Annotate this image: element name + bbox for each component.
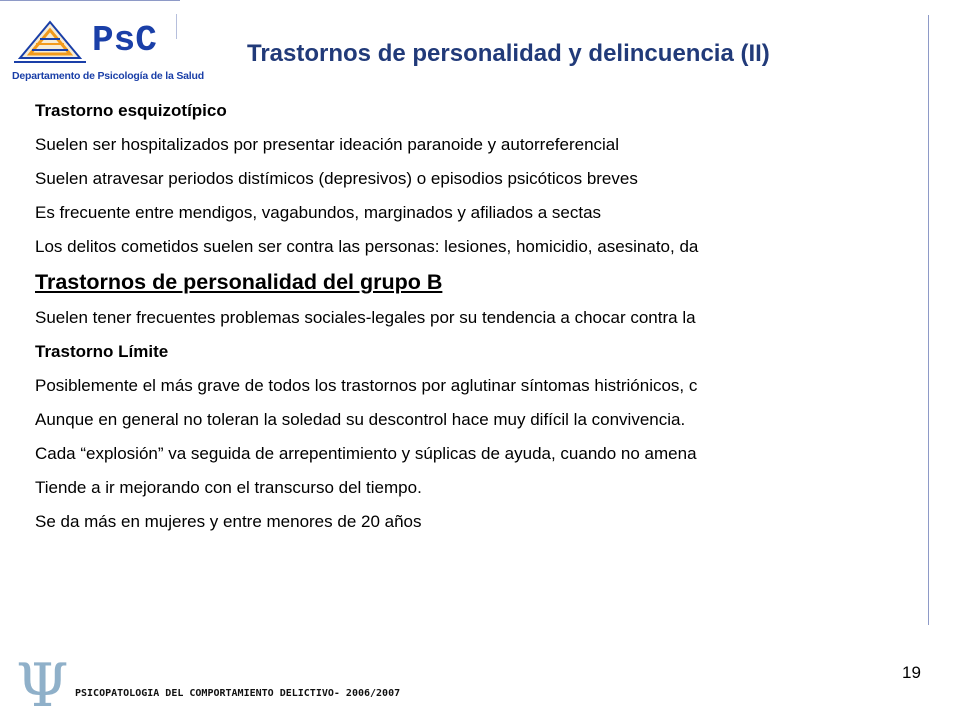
body-line: Aunque en general no toleran la soledad su descontrol hace muy difícil la convivencia. xyxy=(35,410,686,429)
logo-mark-icon xyxy=(10,12,210,74)
subheading-limite: Trastorno Límite xyxy=(35,342,169,361)
body-line: Es frecuente entre mendigos, vagabundos, marginados y afiliados a sectas xyxy=(35,203,602,222)
body-line: Suelen atravesar periodos distímicos (depresivos) o episodios psicóticos breves xyxy=(35,169,638,188)
slide-title: Trastornos de personalidad y delincuencia (II) xyxy=(247,40,770,67)
body-line: Suelen tener frecuentes problemas sociales-legales por su tendencia a chocar contra la xyxy=(35,308,696,327)
section-heading-grupo-b: Trastornos de personalidad del grupo B xyxy=(35,270,443,294)
slide-body xyxy=(35,94,960,539)
body-line: Suelen ser hospitalizados por presentar ideación paranoide y autorreferencial xyxy=(35,135,620,154)
logo-text: PsC xyxy=(92,20,157,61)
top-frame-line xyxy=(0,0,180,1)
body-line: Se da más en mujeres y entre menores de 20 años xyxy=(35,512,422,531)
logo-caption: Departamento de Psicología de la Salud xyxy=(12,70,204,82)
body-line: Tiende a ir mejorando con el transcurso del tiempo. xyxy=(35,478,422,497)
psi-symbol: Ψ xyxy=(16,656,69,712)
body-line: Los delitos cometidos suelen ser contra las personas: lesiones, homicidio, asesinato, da xyxy=(35,237,699,256)
psi-symbol-icon xyxy=(12,656,72,712)
subheading-esquizotipico: Trastorno esquizotípico xyxy=(35,101,227,120)
page-number: 19 xyxy=(902,663,921,682)
body-line: Posiblemente el más grave de todos los trastornos por aglutinar síntomas histriónicos, c xyxy=(35,376,698,395)
footer-course-text: PSICOPATOLOGIA DEL COMPORTAMIENTO DELICTIVO- 2006/2007 xyxy=(75,688,401,699)
body-line: Cada “explosión” va seguida de arrepentimiento y súplicas de ayuda, cuando no amena xyxy=(35,444,697,463)
